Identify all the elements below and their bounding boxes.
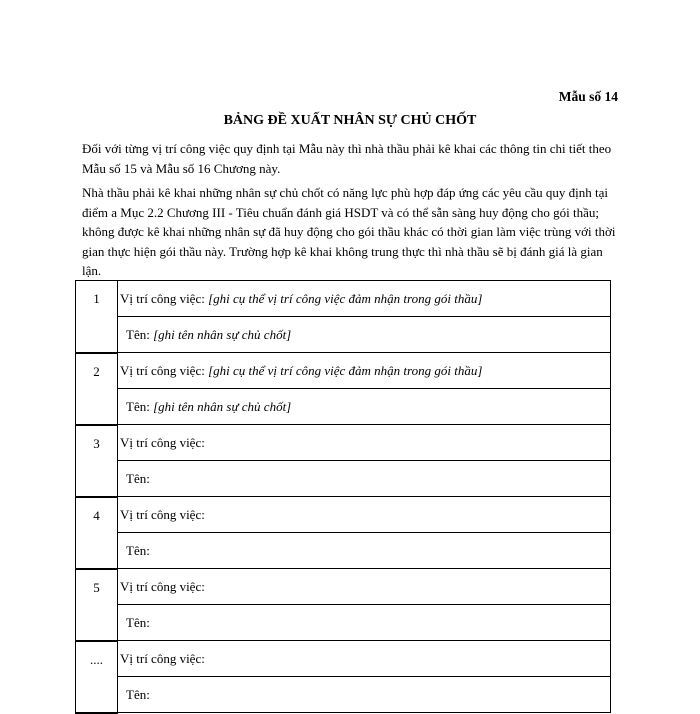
row-number: 1 xyxy=(76,281,118,353)
table-row xyxy=(76,281,611,317)
table-row xyxy=(76,317,611,353)
position-hint: [ghi cụ thể vị trí công việc đảm nhận trong gói thầu] xyxy=(208,362,483,378)
table-row xyxy=(76,353,611,389)
name-cell[interactable] xyxy=(118,389,611,425)
table-row xyxy=(76,605,611,641)
key-personnel-table xyxy=(75,280,611,714)
row-number: 5 xyxy=(76,569,118,641)
position-cell[interactable] xyxy=(118,641,611,677)
name-cell[interactable] xyxy=(118,533,611,569)
name-cell[interactable] xyxy=(118,461,611,497)
position-cell[interactable] xyxy=(118,569,611,605)
position-label: Vị trí công việc: xyxy=(120,650,205,666)
name-label: Tên: xyxy=(126,542,150,558)
table-row xyxy=(76,497,611,533)
form-number: Mẫu số 14 xyxy=(558,89,618,104)
table-row xyxy=(76,533,611,569)
position-hint: [ghi cụ thể vị trí công việc đảm nhận trong gói thầu] xyxy=(208,290,483,306)
row-number: 2 xyxy=(76,353,118,425)
row-number: 3 xyxy=(76,425,118,497)
table-row xyxy=(76,425,611,461)
document-title: BẢNG ĐỀ XUẤT NHÂN SỰ CHỦ CHỐT xyxy=(223,113,477,128)
name-cell[interactable] xyxy=(118,677,611,713)
name-label: Tên: xyxy=(126,686,150,702)
name-cell[interactable] xyxy=(118,317,611,353)
position-label: Vị trí công việc: xyxy=(120,290,205,306)
instruction-paragraph-1: Đối với từng vị trí công việc quy định tại Mẫu này thì nhà thầu phải kê khai các thông tin chi tiết theo Mẫu số 15 và Mẫu số 16 Chương này. xyxy=(82,141,612,176)
table-row xyxy=(76,677,611,713)
name-hint: [ghi tên nhân sự chủ chốt] xyxy=(153,398,292,414)
name-label: Tên: xyxy=(126,614,150,630)
name-label: Tên: xyxy=(126,398,150,414)
position-cell[interactable] xyxy=(118,353,611,389)
position-cell[interactable] xyxy=(118,497,611,533)
position-label: Vị trí công việc: xyxy=(120,362,205,378)
name-cell[interactable] xyxy=(118,605,611,641)
table-row xyxy=(76,569,611,605)
position-label: Vị trí công việc: xyxy=(120,506,205,522)
row-number: .... xyxy=(76,641,118,713)
row-number: 4 xyxy=(76,497,118,569)
name-label: Tên: xyxy=(126,470,150,486)
table-row xyxy=(76,389,611,425)
table-row xyxy=(76,461,611,497)
instruction-paragraph-2: Nhà thầu phải kê khai những nhân sự chủ chốt có năng lực phù hợp đáp ứng các yêu cầu quy định tại điểm a Mục 2.2 Chương III - Tiêu chuẩn đánh giá HSDT và có thể sẵn sàng huy động cho gói thầu; không được kê khai những nhân sự đã huy động cho gói thầu khác có thời gian làm việc trùng với thời gian thực hiện gói thầu này. Trường hợp kê khai không trung thực thì nhà thầu sẽ bị đánh giá là gian lận. xyxy=(82,185,616,278)
name-hint: [ghi tên nhân sự chủ chốt] xyxy=(153,326,292,342)
position-cell[interactable] xyxy=(118,425,611,461)
position-label: Vị trí công việc: xyxy=(120,578,205,594)
table-row xyxy=(76,641,611,677)
position-cell[interactable] xyxy=(118,281,611,317)
name-label: Tên: xyxy=(126,326,150,342)
position-label: Vị trí công việc: xyxy=(120,434,205,450)
